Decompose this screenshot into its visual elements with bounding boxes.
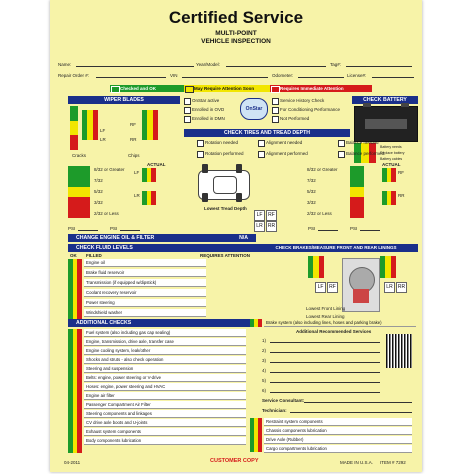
wiper-rr: RR [130,137,137,142]
inspection-form [50,0,422,472]
onstar-logo: OnStar [240,98,268,120]
legend-future-swatch [185,86,194,93]
tire-rr-meter [382,191,396,205]
lowest-tread-label: Lowest Tread Depth [204,206,247,211]
item-number: ITEM # 7292 [380,460,406,465]
depth-8-left: 8/32 or Greater [94,167,125,172]
psi-lr-field[interactable] [120,230,140,231]
technician-label: Technician: [262,408,287,413]
brake-front-right-meter [380,256,396,278]
rec-2: 2) [262,348,267,353]
psi-rr-field[interactable] [360,230,380,231]
tag-label: Tag#: [330,62,342,67]
balance-needed-check[interactable] [338,140,345,147]
legend-immediate-swatch [271,86,280,93]
not-performed-label: Not Performed [280,116,310,121]
repair-order-field[interactable] [96,77,166,78]
fluid-power-steering[interactable]: Power steering [84,299,206,307]
check-hoses[interactable]: Hoses: engine, power steering and HVAC [84,383,246,391]
consultant-field[interactable] [304,402,412,403]
ovd-label: Enrolled in OVD [192,107,225,112]
check-cv-boots[interactable]: CV drive axle boots and U-joints [84,419,246,427]
conditioning-label: For Conditioning Performance [280,107,341,112]
form-code: 04-2011 [64,460,81,465]
subtitle-line-2: VEHICLE INSPECTION [201,38,271,45]
rec-2-field[interactable] [270,352,380,353]
barcode-image [386,334,412,368]
car-tire-rf [236,164,242,173]
lowest-rear-lining: Lowest Rear Lining [306,314,345,319]
fluids-col-ok: OK [70,253,77,258]
psi-rf: PSI [308,226,316,231]
brakes-header: CHECK BRAKES/MEASURE FRONT AND REAR LININGS [254,244,418,252]
legend-future: May Require Attention Soon [184,85,280,92]
repair-order-label: Repair Order #: [58,73,90,78]
service-history-check[interactable] [272,98,279,105]
vin-field[interactable] [182,77,268,78]
fluid-windshield-washer[interactable]: Windshield washer [84,309,206,317]
rotation-performed-label: Rotation performed [205,151,244,156]
legend-ok-swatch [111,86,120,93]
conditioning-check[interactable] [272,107,279,114]
brake-lr-box[interactable]: LR [384,282,395,293]
check-chassis-lube[interactable]: Chassis components lubrication [264,427,412,435]
tires-header: CHECK TIRES AND TREAD DEPTH [184,129,350,137]
wiper-right-meter [142,110,158,140]
wiper-rf: RF [130,122,136,127]
fluids-header: CHECK FLUID LEVELS [68,244,256,252]
wiper-chips: Chips [128,153,140,158]
battery-note-2: Replace battery [380,151,405,155]
fluids-col-filled: FILLED [86,253,102,258]
check-steering-linkages[interactable]: Steering components and linkages [84,410,246,418]
brake-lf-box[interactable]: LF [315,282,326,293]
rec-5: 5) [262,378,267,383]
car-tire-rr [236,193,242,202]
additional-stripe [68,329,82,453]
subtitle-line-1: MULTI-POINT [215,30,257,37]
wiper-lf: LF [100,128,106,133]
depth-2-left: 2/32 or Less [94,211,119,216]
license-field[interactable] [372,77,414,78]
recommended-services-title: Additional Recommended Services [296,329,372,334]
alignment-performed-label: Alignment performed [266,151,308,156]
odometer-label: Odometer: [272,73,294,78]
balance-performed-check[interactable] [338,151,345,158]
check-shocks[interactable]: Shocks and struts - also check operation [84,356,246,364]
odometer-field[interactable] [298,77,344,78]
onstar-active-check[interactable] [184,98,191,105]
tread-scale-left [68,166,90,218]
psi-rf-field[interactable] [318,230,338,231]
license-label: License#: [347,73,367,78]
additional-header: ADDITIONAL CHECKS [68,319,256,327]
customer-copy: CUSTOMER COPY [210,458,259,464]
check-fuel-system[interactable]: Fuel system (also including gas cap sealing) [84,329,246,337]
check-cooling[interactable]: Engine cooling system, leak/other [84,347,246,355]
made-in-usa: MADE IN U.S.A. [340,460,374,465]
brake-rf-box[interactable]: RF [327,282,338,293]
year-model-label: Year/Model: [196,62,220,67]
alignment-needed-check[interactable] [258,140,265,147]
check-engine-air-filter[interactable]: Engine air filter [84,392,246,400]
onstar-active-label: OnStar active [192,98,220,103]
check-belts[interactable]: Belts: engine, power steering or V-drive [84,374,246,382]
rec-6-field[interactable] [270,392,380,393]
psi-rr: PSI [350,226,358,231]
fluid-brake[interactable]: Brake fluid reservoir [84,269,206,277]
depth-3-right: 3/32 [307,200,316,205]
lowest-rr-box[interactable]: RR [266,221,277,232]
rec-6: 6) [262,388,267,393]
fluid-transmission[interactable]: Transmission (if equipped w/dipstick) [84,279,206,287]
check-body-lubrication[interactable]: Body components lubrication [84,437,246,445]
alignment-needed-label: Alignment needed [266,140,303,145]
depth-7-left: 7/32 [94,178,103,183]
rotation-needed-check[interactable] [197,140,204,147]
rec-3-field[interactable] [270,362,380,363]
lowest-front-lining: Lowest Front Lining [306,306,346,311]
battery-header: CHECK BATTERY [352,96,418,104]
depth-8-right: 8/32 or Greater [307,167,338,172]
rec-4: 4) [262,368,267,373]
brake-rr-box[interactable]: RR [396,282,407,293]
psi-lf: PSI [68,226,76,231]
check-drive-axle[interactable]: Drive Axle (Rubber) [264,436,412,444]
form-subtitle [50,30,422,46]
brake-system-stripe [250,319,262,327]
rotation-performed-check[interactable] [197,151,204,158]
vin-label: VIN [170,73,178,78]
depth-3-left: 3/32 [94,200,103,205]
name-label: Name: [58,62,72,67]
dmn-label: Enrolled in DMN [192,116,225,121]
battery-note-3: Battery cables [380,157,403,161]
psi-lr: PSI [110,226,118,231]
name-field[interactable] [76,66,194,67]
brake-diagram [342,258,380,312]
oil-na: N/A [239,235,248,241]
ovd-check[interactable] [184,107,191,114]
not-performed-check[interactable] [272,116,279,123]
car-tire-lf [202,164,208,173]
car-tire-lr [202,193,208,202]
check-exhaust[interactable]: Exhaust system components [84,428,246,436]
wiper-left-meter [82,110,98,140]
tread-scale-right [350,166,364,218]
tire-lr-meter [142,191,156,205]
fluid-coolant[interactable]: Coolant recovery reservoir [84,289,206,297]
service-history-label: Service History Check [280,98,325,103]
fluid-engine-oil[interactable]: Engine oil [84,259,206,267]
battery-note-1: Battery needs [380,145,402,149]
depth-7-right: 7/32 [307,178,316,183]
rec-3: 3) [262,358,267,363]
tire-lr: LR [134,193,140,198]
fluids-col-attention: REQUIRES ATTENTION [200,253,251,258]
fluids-stripe [68,259,82,319]
wiper-cracks: Cracks [72,153,87,158]
consultant-label: Service Consultant: [262,398,305,403]
dmn-check[interactable] [184,116,191,123]
depth-2-right: 2/32 or Less [307,211,332,216]
form-title: Certified Service [168,8,304,27]
rotation-needed-label: Rotation needed [205,140,239,145]
wiper-stripe [70,106,78,150]
rec-1-field[interactable] [270,342,380,343]
tire-rf: RF [398,170,404,175]
check-cargo-lube[interactable]: Cargo compartments lubrication [264,445,412,453]
actual-right: ACTUAL [382,162,401,167]
brake-front-left-meter [308,256,324,278]
tire-rr: RR [398,193,405,198]
rec-5-field[interactable] [270,382,380,383]
psi-lf-field[interactable] [78,230,98,231]
tire-rf-meter [382,168,396,182]
right-checks-stripe [250,418,262,452]
tire-lf-meter [142,168,156,182]
tag-field[interactable] [346,66,412,67]
balance-performed-label: Balance performed [346,151,385,156]
lowest-lr-box[interactable]: LR [254,221,265,232]
legend-ok: Checked and OK [110,85,194,92]
lowest-rf-box[interactable]: RF [266,210,277,221]
actual-left: ACTUAL [147,162,166,167]
check-cabin-air-filter[interactable]: Passenger Compartment Air Filter [84,401,246,409]
check-restraint[interactable]: Restraint system components [264,418,412,426]
check-engine-transmission[interactable]: Engine, transmission, drive axle, transfer case [84,338,246,346]
balance-needed-label: Balance needed [346,140,379,145]
rec-4-field[interactable] [270,372,380,373]
battery-image [354,106,418,142]
check-brake-system[interactable]: Brake system (also including lines, hoses and parking brake) [264,319,416,327]
depth-5-left: 5/32 [94,189,103,194]
legend-immediate: Requires Immediate Attention [270,85,372,92]
year-model-field[interactable] [226,66,326,67]
rec-1: 1) [262,338,267,343]
alignment-performed-check[interactable] [258,151,265,158]
technician-field[interactable] [290,412,412,413]
lowest-lf-box[interactable]: LF [254,210,265,221]
depth-5-right: 5/32 [307,189,316,194]
check-steering-suspension[interactable]: Steering and suspension [84,365,246,373]
wiper-header: WIPER BLADES [68,96,180,104]
wiper-lr: LR [100,137,106,142]
oil-header: CHANGE ENGINE OIL & FILTER N/A [68,234,256,242]
tire-lf: LF [134,170,140,175]
